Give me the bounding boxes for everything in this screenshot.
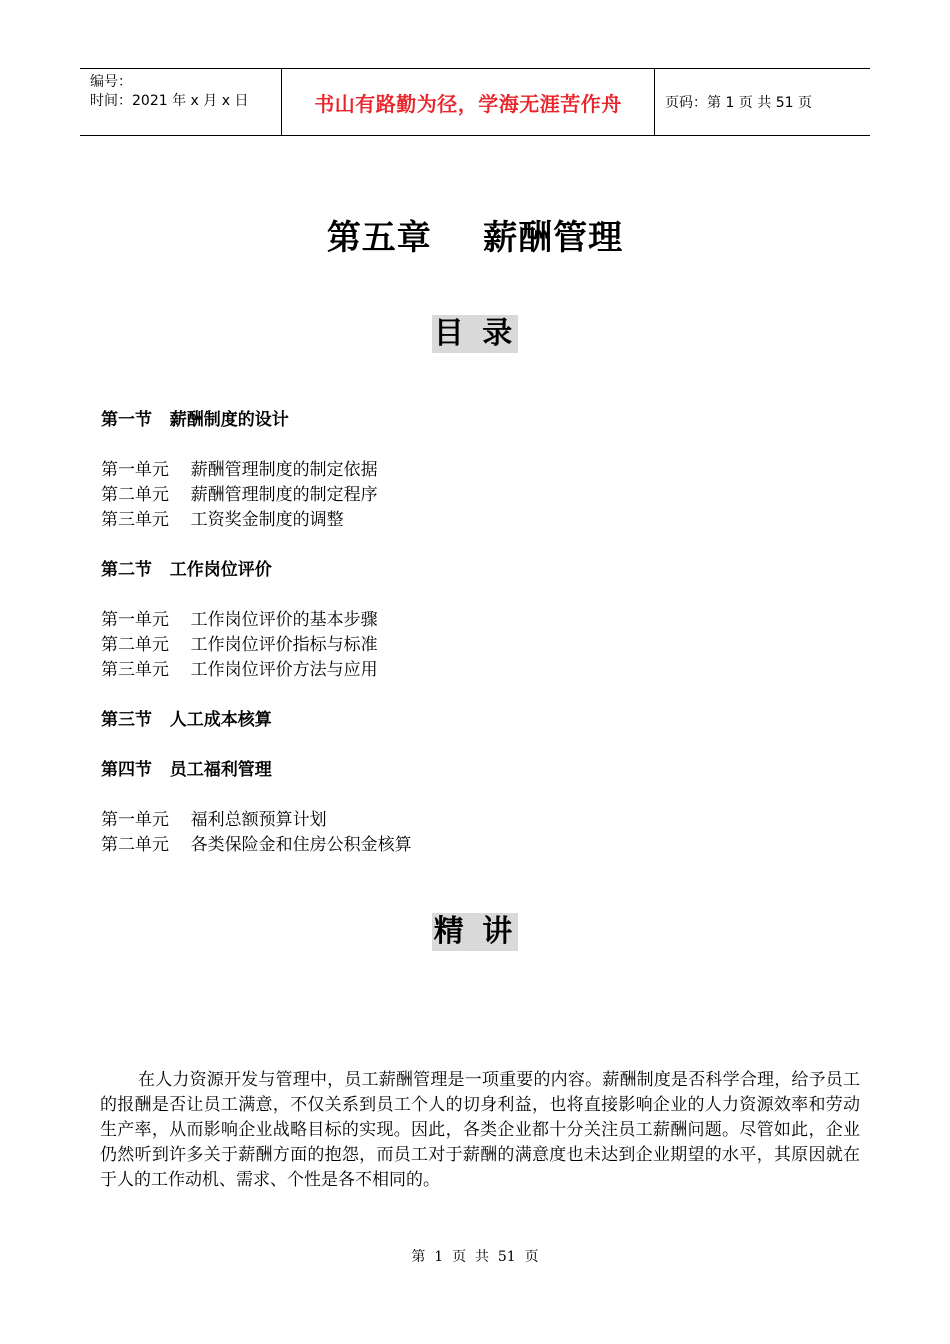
- header-meta-cell: [80, 69, 282, 135]
- toc-heading: 目 录: [433, 316, 517, 351]
- intro-paragraph: 在人力资源开发与管理中，员工薪酬管理是一项重要的内容。薪酬制度是否科学合理，给予员工的报酬是否让员工满意，不仅关系到员工个人的切身利益，也将直接影响企业的人力资源效率和劳动生产率，从而影响企业战略目标的实现。因此，各类企业都十分关注员工薪酬问题。尽管如此，企业仍然听到许多关于薪酬方面的抱怨，而员工对于薪酬的满意度也未达到企业期望的水平，其原因就在于人的工作动机、需求、个性是各不相同的。: [100, 1070, 860, 1190]
- lecture-heading: 精 讲: [433, 914, 517, 949]
- toc-unit: 第一单元 福利总额预算计划: [101, 810, 327, 830]
- toc-section-2: 第二节 工作岗位评价: [101, 560, 272, 580]
- toc-section-3: 第三节 人工成本核算: [101, 710, 272, 730]
- header-motto: 书山有路勤为径，学海无涯苦作舟: [314, 91, 622, 116]
- toc-unit: 第三单元 工资奖金制度的调整: [101, 510, 344, 530]
- page-footer: 第 1 页 共 51 页: [411, 1249, 539, 1265]
- header-page-cell: [655, 69, 870, 135]
- header-motto-cell: [282, 69, 655, 135]
- header-page-info: 页码：第 1 页 共 51 页: [665, 95, 812, 111]
- toc-unit: 第二单元 各类保险金和住房公积金核算: [101, 835, 412, 855]
- toc-section-4: 第四节 员工福利管理: [101, 760, 272, 780]
- toc-unit: 第一单元 薪酬管理制度的制定依据: [101, 460, 378, 480]
- toc-unit: 第二单元 工作岗位评价指标与标准: [101, 635, 378, 655]
- document-time-label: 时间：2021 年 x 月 x 日: [90, 93, 249, 109]
- lecture-heading-wrap: [0, 913, 950, 951]
- table-of-contents: [101, 408, 861, 858]
- document-header: [80, 68, 870, 136]
- toc-section-1: 第一节 薪酬制度的设计: [101, 410, 289, 430]
- toc-unit: 第二单元 薪酬管理制度的制定程序: [101, 485, 378, 505]
- toc-unit: 第三单元 工作岗位评价方法与应用: [101, 660, 378, 680]
- chapter-title: 第五章 薪酬管理: [326, 218, 624, 258]
- document-number-label: 编号：: [90, 74, 132, 90]
- toc-heading-wrap: [0, 315, 950, 353]
- toc-unit: 第一单元 工作岗位评价的基本步骤: [101, 610, 378, 630]
